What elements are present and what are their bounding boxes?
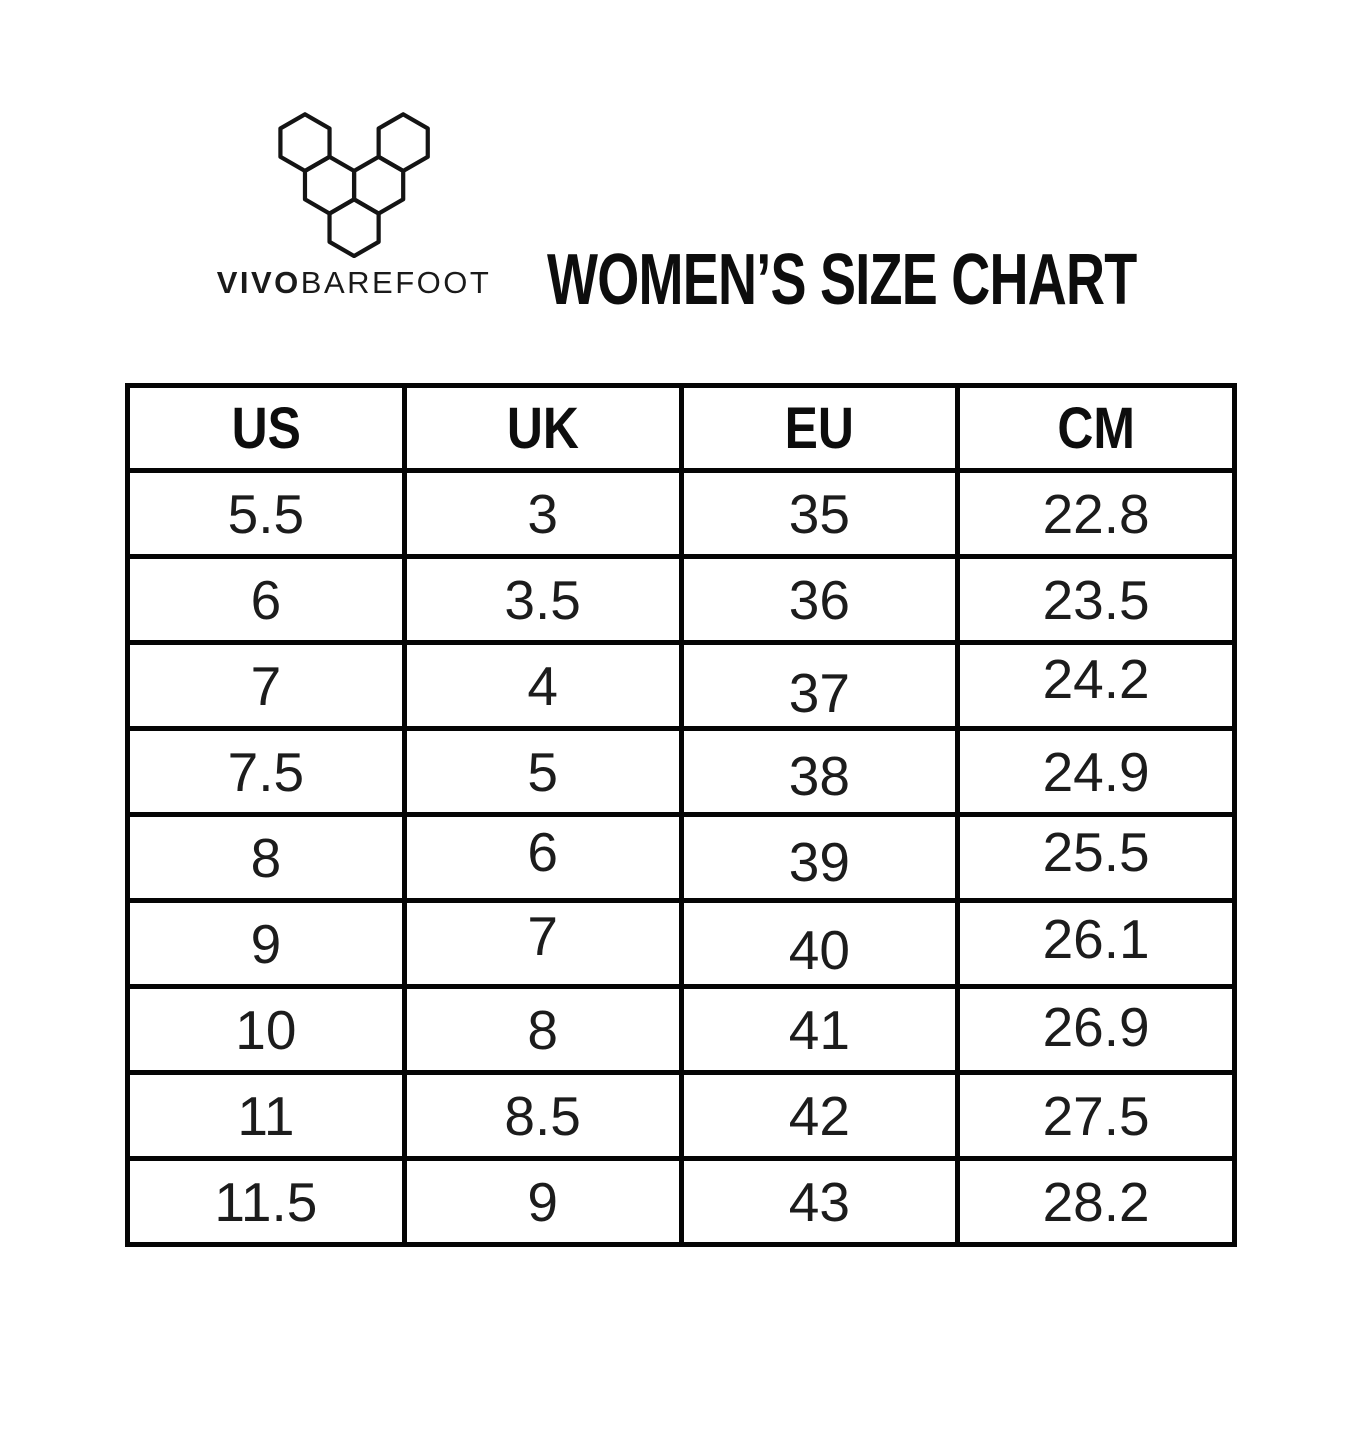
- cell-cm: 22.8: [958, 471, 1235, 557]
- table-row: [128, 1159, 1235, 1245]
- cell-cm: 27.5: [958, 1073, 1235, 1159]
- cell-cm: 26.1: [958, 901, 1235, 987]
- cell-cm: 24.9: [958, 729, 1235, 815]
- hexagon-cluster-icon: [278, 112, 430, 258]
- table-row: [128, 643, 1235, 729]
- cell-uk: 4: [404, 643, 681, 729]
- cell-uk: 7: [404, 901, 681, 987]
- table-row: [128, 901, 1235, 987]
- cell-cm: 26.9: [958, 987, 1235, 1073]
- cell-us: 8: [128, 815, 405, 901]
- cell-us: 11: [128, 1073, 405, 1159]
- table-header-row: [128, 386, 1235, 471]
- cell-eu: 35: [681, 471, 958, 557]
- table-row: [128, 987, 1235, 1073]
- table-row: [128, 729, 1235, 815]
- cell-uk: 8: [404, 987, 681, 1073]
- cell-uk: 9: [404, 1159, 681, 1245]
- cell-eu: 39: [681, 815, 958, 901]
- column-header-uk: UK: [404, 386, 681, 471]
- brand-wordmark: [198, 264, 510, 301]
- header: [0, 0, 1363, 383]
- table-row: [128, 557, 1235, 643]
- cell-uk: 8.5: [404, 1073, 681, 1159]
- cell-uk: 3: [404, 471, 681, 557]
- cell-eu: 40: [681, 901, 958, 987]
- cell-eu: 41: [681, 987, 958, 1073]
- cell-cm: 24.2: [958, 643, 1235, 729]
- page-title: WOMEN’S SIZE CHART: [547, 240, 1137, 320]
- cell-us: 7.5: [128, 729, 405, 815]
- cell-eu: 43: [681, 1159, 958, 1245]
- wordmark-barefoot: BAREFOOT: [300, 265, 492, 301]
- cell-eu: 36: [681, 557, 958, 643]
- cell-us: 5.5: [128, 471, 405, 557]
- table-row: [128, 815, 1235, 901]
- column-header-eu: EU: [681, 386, 958, 471]
- cell-cm: 28.2: [958, 1159, 1235, 1245]
- cell-uk: 6: [404, 815, 681, 901]
- cell-us: 7: [128, 643, 405, 729]
- cell-cm: 25.5: [958, 815, 1235, 901]
- cell-us: 9: [128, 901, 405, 987]
- size-chart-table: [125, 383, 1237, 1247]
- cell-uk: 3.5: [404, 557, 681, 643]
- table-row: [128, 471, 1235, 557]
- column-header-cm: CM: [958, 386, 1235, 471]
- column-header-us: US: [128, 386, 405, 471]
- wordmark-vivo: VIVO: [216, 265, 301, 301]
- cell-uk: 5: [404, 729, 681, 815]
- cell-eu: 42: [681, 1073, 958, 1159]
- cell-eu: 38: [681, 729, 958, 815]
- cell-cm: 23.5: [958, 557, 1235, 643]
- table-row: [128, 1073, 1235, 1159]
- cell-eu: 37: [681, 643, 958, 729]
- cell-us: 6: [128, 557, 405, 643]
- brand-block: [198, 112, 510, 302]
- cell-us: 11.5: [128, 1159, 405, 1245]
- cell-us: 10: [128, 987, 405, 1073]
